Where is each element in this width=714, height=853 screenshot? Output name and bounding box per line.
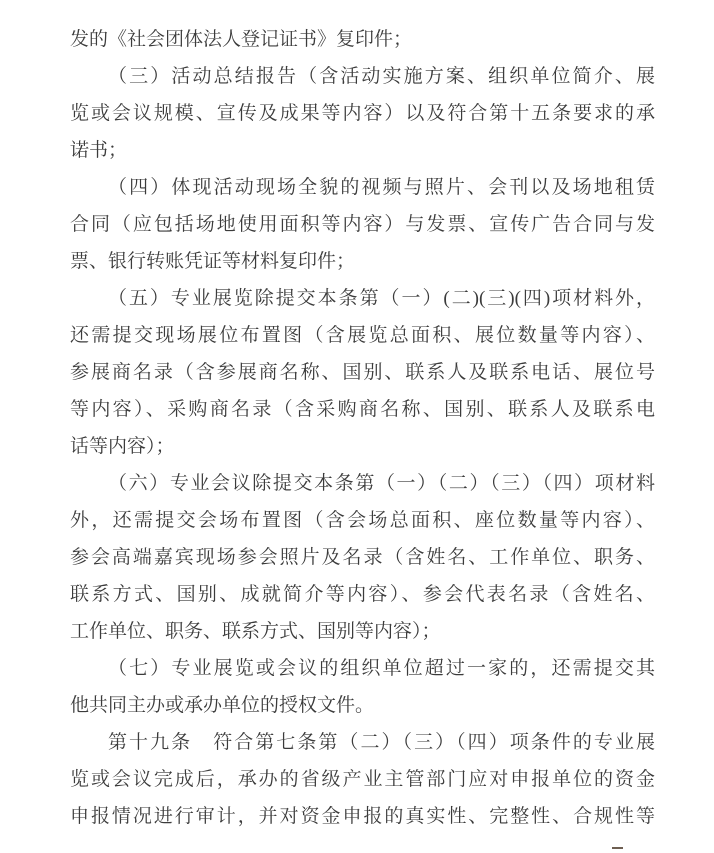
text-line: 话等内容）；	[70, 436, 175, 457]
text-line: 外，还需提交会场布置图（含会场总面积、座位数量等内容）、	[70, 510, 655, 531]
text-line: 等内容）、采购商名录（含采购商名称、国别、联系人及联系电	[70, 399, 655, 420]
text-line: （四）体现活动现场全貌的视频与照片、会刊以及场地租赁	[108, 177, 655, 198]
text-line: 第十九条 符合第七条第（二）（三）（四）项条件的专业展	[108, 732, 655, 753]
text-line: （三）活动总结报告（含活动实施方案、组织单位简介、展	[108, 66, 655, 87]
text-line: 还需提交现场展位布置图（含展览总面积、展位数量等内容）、	[70, 325, 655, 346]
text-line: 参展商名录（含参展商名称、国别、联系人及联系电话、展位号	[70, 362, 655, 383]
page-number-partial-mark	[612, 847, 623, 849]
document-body	[70, 21, 655, 835]
text-line: 参会高端嘉宾现场参会照片及名录（含姓名、工作单位、职务、	[70, 547, 655, 568]
text-line: （七）专业展览或会议的组织单位超过一家的，还需提交其	[108, 658, 655, 679]
text-line: 诺书；	[70, 140, 128, 161]
text-line: 合同（应包括场地使用面积等内容）与发票、宣传广告合同与发	[70, 214, 655, 235]
text-line: 工作单位、职务、联系方式、国别等内容）；	[70, 621, 441, 642]
text-line: 票、银行转账凭证等材料复印件；	[70, 251, 356, 272]
text-line: （五）专业展览除提交本条第（一）(二)(三)(四)项材料外，	[108, 288, 655, 309]
text-line: 览或会议完成后，承办的省级产业主管部门应对申报单位的资金	[70, 769, 655, 790]
text-line: （六）专业会议除提交本条第（一）（二）（三）（四）项材料	[108, 473, 655, 494]
text-line: 发的《社会团体法人登记证书》复印件；	[70, 29, 413, 50]
text-line: 他共同主办或承办单位的授权文件。	[70, 695, 375, 716]
text-line: 申报情况进行审计，并对资金申报的真实性、完整性、合规性等	[70, 806, 655, 827]
text-line: 览或会议规模、宣传及成果等内容）以及符合第十五条要求的承	[70, 103, 655, 124]
text-line: 联系方式、国别、成就简介等内容）、参会代表名录（含姓名、	[70, 584, 655, 605]
